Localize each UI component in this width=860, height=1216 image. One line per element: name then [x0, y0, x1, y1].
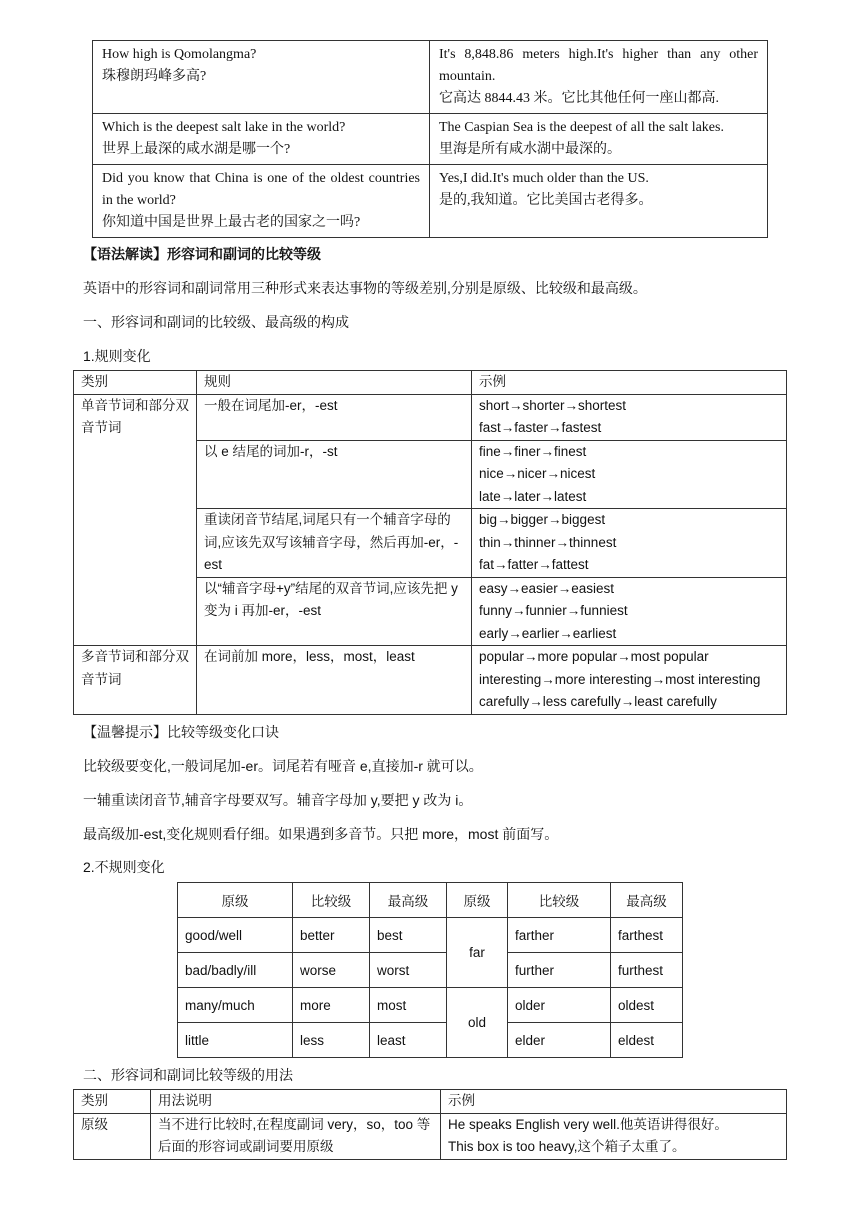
comparative-cell: farther [508, 918, 611, 953]
base-cell: bad/badly/ill [178, 953, 293, 988]
base-cell: good/well [178, 918, 293, 953]
header-example: 示例 [441, 1090, 787, 1114]
table-header-row [74, 371, 787, 395]
example-line: late→later→latest [479, 488, 587, 504]
comparative-cell: better [293, 918, 370, 953]
usage-table [73, 1089, 787, 1160]
question-cell [93, 165, 430, 238]
header-comparative: 比较级 [508, 883, 611, 918]
table-row [74, 394, 787, 440]
answer-cell [430, 41, 768, 114]
table-header-row [178, 883, 683, 918]
comparative-cell: less [293, 1023, 370, 1058]
irregular-change-table [177, 882, 683, 1058]
rule-cell: 一般在词尾加-er，-est [197, 394, 472, 440]
table-row [178, 918, 683, 953]
example-line: carefully→less carefully→least carefully [479, 694, 717, 709]
base-cell: many/much [178, 988, 293, 1023]
question-zh: 珠穆朗玛峰多高? [102, 69, 207, 84]
example-line: fast→faster→fastest [479, 420, 602, 435]
question-en: Which is the deepest salt lake in the world? [102, 120, 346, 135]
example-line: fine→finer→finest [479, 443, 587, 459]
superlative-cell: furthest [611, 953, 683, 988]
section1-title: 一、形容词和副词的比较级、最高级的构成 [83, 314, 349, 330]
section2-title: 二、形容词和副词比较等级的用法 [83, 1067, 293, 1083]
question-cell [93, 41, 430, 114]
answer-zh: 它高达 8844.43 米。它比其他任何一座山都高. [439, 91, 719, 106]
example-cell [472, 440, 787, 509]
tip-line: 比较级要变化,一般词尾加-er。词尾若有哑音 e,直接加-r 就可以。 [83, 758, 483, 774]
header-rule: 规则 [197, 371, 472, 395]
example-line: easy→easier→easiest [479, 580, 615, 596]
tip-line: 一辅重读闭音节,辅音字母要双写。辅音字母加 y,要把 y 改为 i。 [83, 792, 473, 808]
rule-cell: 在词前加 more，less，most，least [197, 646, 472, 715]
intro-paragraph: 英语中的形容词和副词常用三种形式来表达事物的等级差别,分别是原级、比较级和最高级。 [83, 280, 647, 296]
regular-change-table [73, 370, 787, 715]
rule-cell: 以 e 结尾的词加-r，-st [197, 440, 472, 509]
header-example: 示例 [472, 371, 787, 395]
table-row [74, 1113, 787, 1159]
superlative-cell: farthest [611, 918, 683, 953]
example-line: This box is too heavy,这个箱子太重了。 [448, 1139, 686, 1154]
rule-cell: 以“辅音字母+y”结尾的双音节词,应该先把 y 变为 i 再加-er，-est [197, 577, 472, 646]
answer-zh: 里海是所有咸水湖中最深的。 [439, 142, 621, 157]
grammar-heading: 【语法解读】形容词和副词的比较等级 [83, 246, 321, 262]
base-cell: old [447, 988, 508, 1058]
question-zh: 你知道中国是世界上最古老的国家之一吗? [102, 215, 361, 230]
usage-cell: 当不进行比较时,在程度副词 very，so，too 等后面的形容词或副词要用原级 [151, 1113, 441, 1159]
header-base: 原级 [178, 883, 293, 918]
qa-table [92, 40, 768, 238]
tip-line: 最高级加-est,变化规则看仔细。如果遇到多音节。只把 more，most 前面写。 [83, 826, 559, 842]
table-row [178, 988, 683, 1023]
answer-en: The Caspian Sea is the deepest of all the salt lakes. [439, 120, 724, 135]
table-row [178, 1023, 683, 1058]
irregular-title: 2.不规则变化 [83, 859, 165, 875]
example-line: He speaks English very well.他英语讲得很好。 [448, 1116, 728, 1132]
question-en: Did you know that China is one of the oldest countries in the world? [102, 171, 420, 208]
superlative-cell: worst [370, 953, 447, 988]
answer-zh: 是的,我知道。它比美国古老得多。 [439, 193, 653, 208]
header-category: 类别 [74, 1090, 151, 1114]
example-cell [472, 646, 787, 715]
header-base: 原级 [447, 883, 508, 918]
answer-cell [430, 165, 768, 238]
table-row [74, 646, 787, 715]
base-cell: little [178, 1023, 293, 1058]
superlative-cell: least [370, 1023, 447, 1058]
example-line: big→bigger→biggest [479, 512, 606, 527]
example-line: fat→fatter→fattest [479, 557, 589, 572]
rule-cell: 重读闭音节结尾,词尾只有一个辅音字母的词,应该先双写该辅音字母，然后再加-er，-est [197, 509, 472, 578]
comparative-cell: more [293, 988, 370, 1023]
tip-title: 【温馨提示】比较等级变化口诀 [83, 724, 279, 740]
category-cell: 原级 [74, 1113, 151, 1159]
category-cell: 单音节词和部分双音节词 [74, 394, 197, 646]
header-superlative: 最高级 [370, 883, 447, 918]
example-line: popular→more popular→most popular [479, 649, 709, 664]
header-usage: 用法说明 [151, 1090, 441, 1114]
table-header-row [74, 1090, 787, 1114]
example-line: funny→funnier→funniest [479, 603, 628, 618]
superlative-cell: best [370, 918, 447, 953]
answer-en: Yes,I did.It's much older than the US. [439, 171, 649, 186]
comparative-cell: worse [293, 953, 370, 988]
table-row [93, 114, 768, 165]
example-cell [472, 577, 787, 646]
example-line: interesting→more interesting→most interesting [479, 671, 761, 687]
answer-en: It's 8,848.86 meters high.It's higher than any other mountain. [439, 47, 758, 84]
table-row [178, 953, 683, 988]
comparative-cell: further [508, 953, 611, 988]
example-line: nice→nicer→nicest [479, 466, 596, 481]
question-en: How high is Qomolangma? [102, 47, 257, 62]
header-superlative: 最高级 [611, 883, 683, 918]
comparative-cell: elder [508, 1023, 611, 1058]
question-cell [93, 114, 430, 165]
comparative-cell: older [508, 988, 611, 1023]
header-comparative: 比较级 [293, 883, 370, 918]
example-cell [441, 1113, 787, 1159]
superlative-cell: oldest [611, 988, 683, 1023]
example-line: thin→thinner→thinnest [479, 534, 617, 550]
table-row [93, 165, 768, 238]
header-category: 类别 [74, 371, 197, 395]
example-line: short→shorter→shortest [479, 397, 627, 413]
table-row [93, 41, 768, 114]
example-line: early→earlier→earliest [479, 625, 617, 641]
superlative-cell: most [370, 988, 447, 1023]
answer-cell [430, 114, 768, 165]
superlative-cell: eldest [611, 1023, 683, 1058]
example-cell [472, 394, 787, 440]
base-cell: far [447, 918, 508, 988]
question-zh: 世界上最深的咸水湖是哪一个? [102, 142, 291, 157]
example-cell [472, 509, 787, 578]
category-cell: 多音节词和部分双音节词 [74, 646, 197, 715]
regular-title: 1.规则变化 [83, 348, 151, 364]
